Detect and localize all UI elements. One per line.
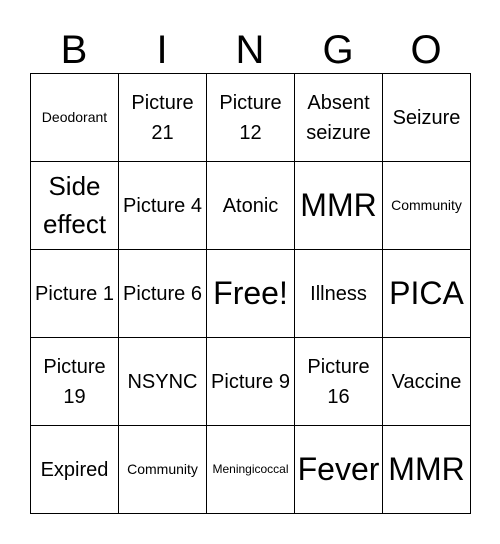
bingo-cell[interactable]: Picture 21 bbox=[119, 74, 207, 162]
bingo-cell[interactable]: Picture 1 bbox=[31, 250, 119, 338]
bingo-cell[interactable]: Picture 19 bbox=[31, 338, 119, 426]
bingo-cell[interactable]: Fever bbox=[295, 426, 383, 514]
bingo-cell[interactable]: Vaccine bbox=[383, 338, 471, 426]
bingo-cell[interactable]: PICA bbox=[383, 250, 471, 338]
bingo-cell[interactable]: Picture 12 bbox=[207, 74, 295, 162]
bingo-cell[interactable]: Picture 16 bbox=[295, 338, 383, 426]
bingo-card bbox=[30, 73, 471, 514]
bingo-cell[interactable]: Meningicoccal bbox=[207, 426, 295, 514]
free-space-cell[interactable]: Free! bbox=[207, 250, 295, 338]
bingo-cell[interactable]: MMR bbox=[295, 162, 383, 250]
bingo-cell[interactable]: Seizure bbox=[383, 74, 471, 162]
bingo-cell[interactable]: Side effect bbox=[31, 162, 119, 250]
bingo-cell[interactable]: Picture 4 bbox=[119, 162, 207, 250]
bingo-cell[interactable]: Atonic bbox=[207, 162, 295, 250]
header-letter-i: I bbox=[156, 28, 168, 72]
bingo-cell[interactable]: NSYNC bbox=[119, 338, 207, 426]
header-letter-o: O bbox=[410, 28, 442, 72]
header-letter-g: G bbox=[322, 28, 354, 72]
bingo-header bbox=[30, 22, 470, 72]
bingo-cell[interactable]: Community bbox=[383, 162, 471, 250]
bingo-cell[interactable]: Deodorant bbox=[31, 74, 119, 162]
bingo-cell[interactable]: Absent seizure bbox=[295, 74, 383, 162]
header-letter-b: B bbox=[60, 28, 88, 72]
bingo-cell[interactable]: Expired bbox=[31, 426, 119, 514]
bingo-cell[interactable]: Community bbox=[119, 426, 207, 514]
header-letter-n: N bbox=[235, 28, 265, 72]
bingo-cell[interactable]: Picture 9 bbox=[207, 338, 295, 426]
bingo-cell[interactable]: Picture 6 bbox=[119, 250, 207, 338]
bingo-cell[interactable]: Illness bbox=[295, 250, 383, 338]
bingo-cell[interactable]: MMR bbox=[383, 426, 471, 514]
